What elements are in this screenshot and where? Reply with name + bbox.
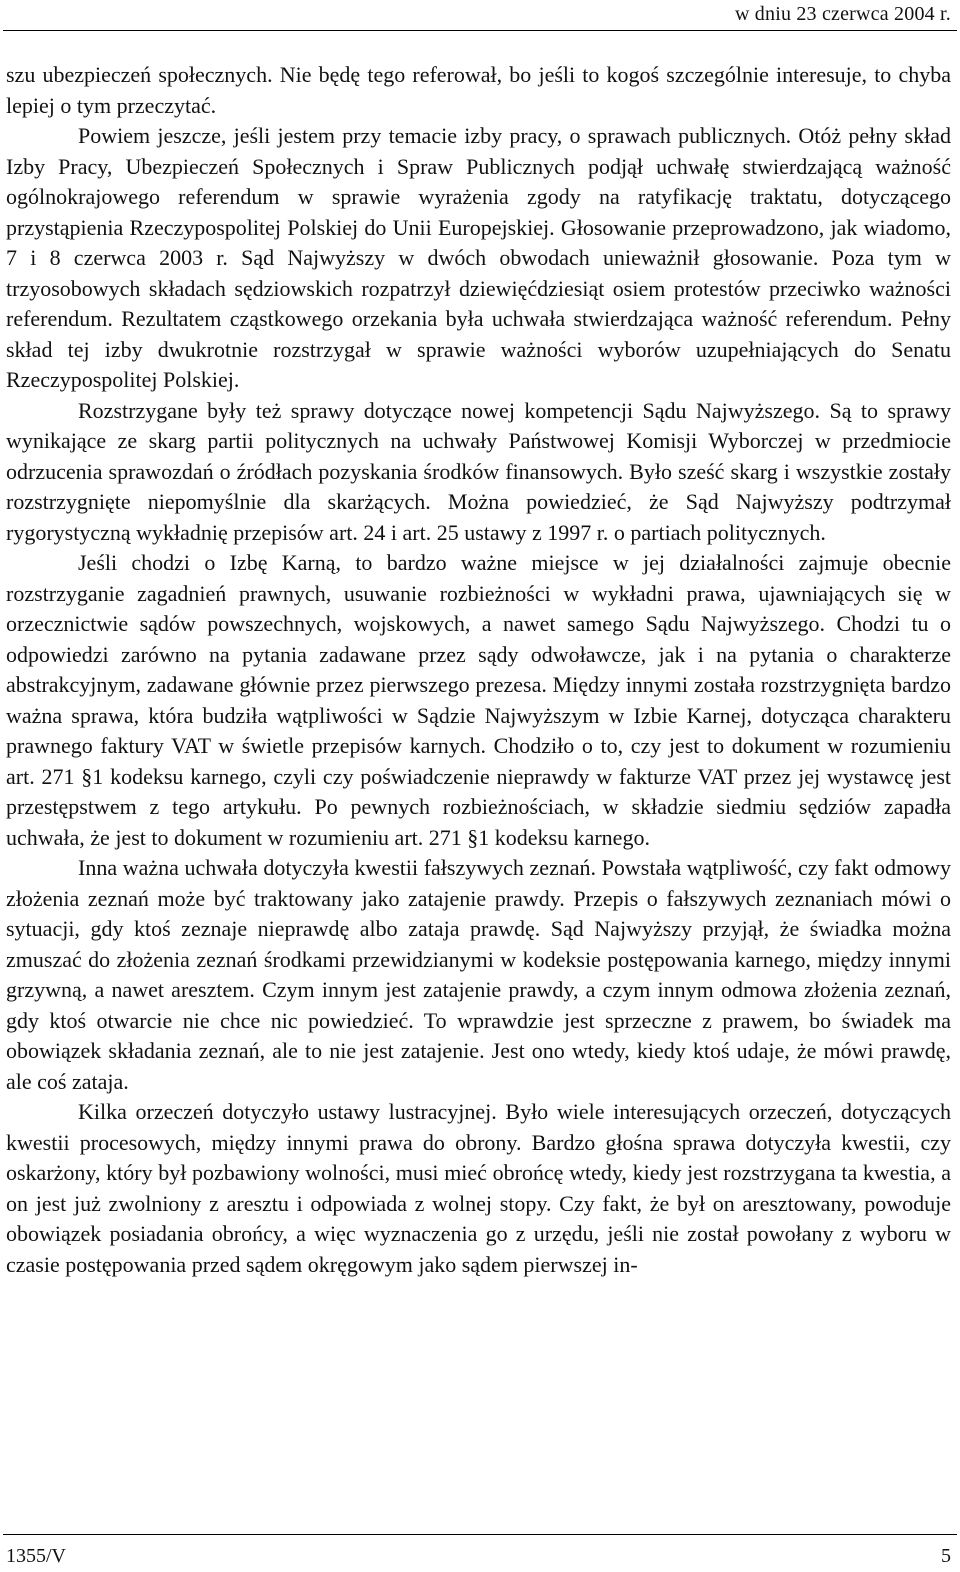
paragraph-4: Jeśli chodzi o Izbę Karną, to bardzo ważne miejsce w jej działalności zajmuje obecnie rozstrzyganie zagadnień prawnych, usuwanie rozbieżności w wykładni prawa, ujawniających się w orzecznictwie sądów powszechnych, wojskowych, a nawet samego Sądu Najwyższego. Chodzi tu o odpowiedzi zarówno na pytania zadawane przez sądy odwoławcze, jak i na pytania o charakterze abstrakcyjnym, zadawane głównie przez pierwszego prezesa. Między innymi została rozstrzygnięta bardzo ważna sprawa, która budziła wątpliwości w Sądzie Najwyższym w Izbie Karnej, dotycząca charakteru prawnego faktury VAT w świetle przepisów karnych. Chodziło o to, czy jest to dokument w rozumieniu art. 271 §1 kodeksu karnego, czyli czy poświadczenie nieprawdy w fakturze VAT przez jej wystawcę jest przestępstwem z tego artykułu. Po pewnych rozbieżnościach, w składzie siedmiu sędziów zapadła uchwała, że jest to dokument w rozumieniu art. 271 §1 kodeksu karnego. [6, 550, 951, 850]
header-rule [3, 30, 957, 31]
paragraph-2: Powiem jeszcze, jeśli jestem przy temacie izby pracy, o sprawach publicznych. Otóż pełny skład Izby Pracy, Ubezpieczeń Społecznych i Spraw Publicznych podjął uchwałę stwierdzającą ważność ogólnokrajowego referendum w sprawie wyrażenia zgody na ratyfikację traktatu, dotyczącego przystąpienia Rzeczypospolitej Polskiej do Unii Europejskiej. Głosowanie przeprowadzono, jak wiadomo, 7 i 8 czerwca 2003 r. Sąd Najwyższy w dwóch obwodach unieważnił głosowanie. Poza tym w trzyosobowych składach sędziowskich rozpatrzył dziewięćdziesiąt osiem protestów przeciwko ważności referendum. Rezultatem cząstkowego orzekania była uchwała stwierdzająca ważność referendum. Pełny skład tej izby dwukrotnie rozstrzygał w sprawie ważności wyborów uzupełniających do Senatu Rzeczypospolitej Polskiej. [6, 123, 951, 392]
running-header: w dniu 23 czerwca 2004 r. [734, 3, 951, 25]
document-body [6, 60, 951, 1280]
paragraph-5: Inna ważna uchwała dotyczyła kwestii fałszywych zeznań. Powstała wątpliwość, czy fakt odmowy złożenia zeznań może być traktowany jako zatajenie prawdy. Przepis o fałszywych zeznaniach mówi o sytuacji, gdy ktoś zeznaje nieprawdę albo zataja prawdę. Sąd Najwyższy przyjął, że świadka można zmuszać do złożenia zeznań środkami przewidzianymi w kodeksie postępowania karnego, między innymi grzywną, a nawet aresztem. Czym innym jest zatajenie prawdy, a czym innym odmowa złożenia zeznań, gdy ktoś otwarcie nie chce nic powiedzieć. To wprawdzie jest sprzeczne z prawem, bo świadek ma obowiązek składania zeznań, ale to nie jest zatajenie. Jest ono wtedy, kiedy ktoś udaje, że mówi prawdę, ale coś zataja. [6, 855, 951, 1094]
paragraph-6: Kilka orzeczeń dotyczyło ustawy lustracyjnej. Było wiele interesujących orzeczeń, dotyczących kwestii procesowych, między innymi prawa do obrony. Bardzo głośna sprawa dotyczyła kwestii, czy oskarżony, który był pozbawiony wolności, musi mieć obrońcę wtedy, kiedy jest rozstrzygana ta kwestia, a on jest już zwolniony z aresztu i odpowiada z wolnej stopy. Czy fakt, że był on aresztowany, powoduje obowiązek posiadania obrońcy, a więc wyznaczenia go z urzędu, jeśli nie został powołany z wyboru w czasie postępowania przed sądem okręgowym jako sądem pierwszej in- [6, 1099, 951, 1277]
paragraph-1: szu ubezpieczeń społecznych. Nie będę tego referował, bo jeśli to kogoś szczególnie interesuje, to chyba lepiej o tym przeczytać. [6, 62, 951, 118]
paragraph-3: Rozstrzygane były też sprawy dotyczące nowej kompetencji Sądu Najwyższego. Są to sprawy wynikające ze skarg partii politycznych na uchwały Państwowej Komisji Wyborczej w przedmiocie odrzucenia sprawozdań o źródłach pozyskania środków finansowych. Było sześć skarg i wszystkie zostały rozstrzygnięte niepomyślnie dla skarżących. Można powiedzieć, że Sąd Najwyższy podtrzymał rygorystyczną wykładnię przepisów art. 24 i art. 25 ustawy z 1997 r. o partiach politycznych. [6, 397, 951, 545]
page-number: 5 [941, 1545, 951, 1567]
document-number: 1355/V [6, 1545, 66, 1567]
footer-rule [3, 1534, 957, 1535]
